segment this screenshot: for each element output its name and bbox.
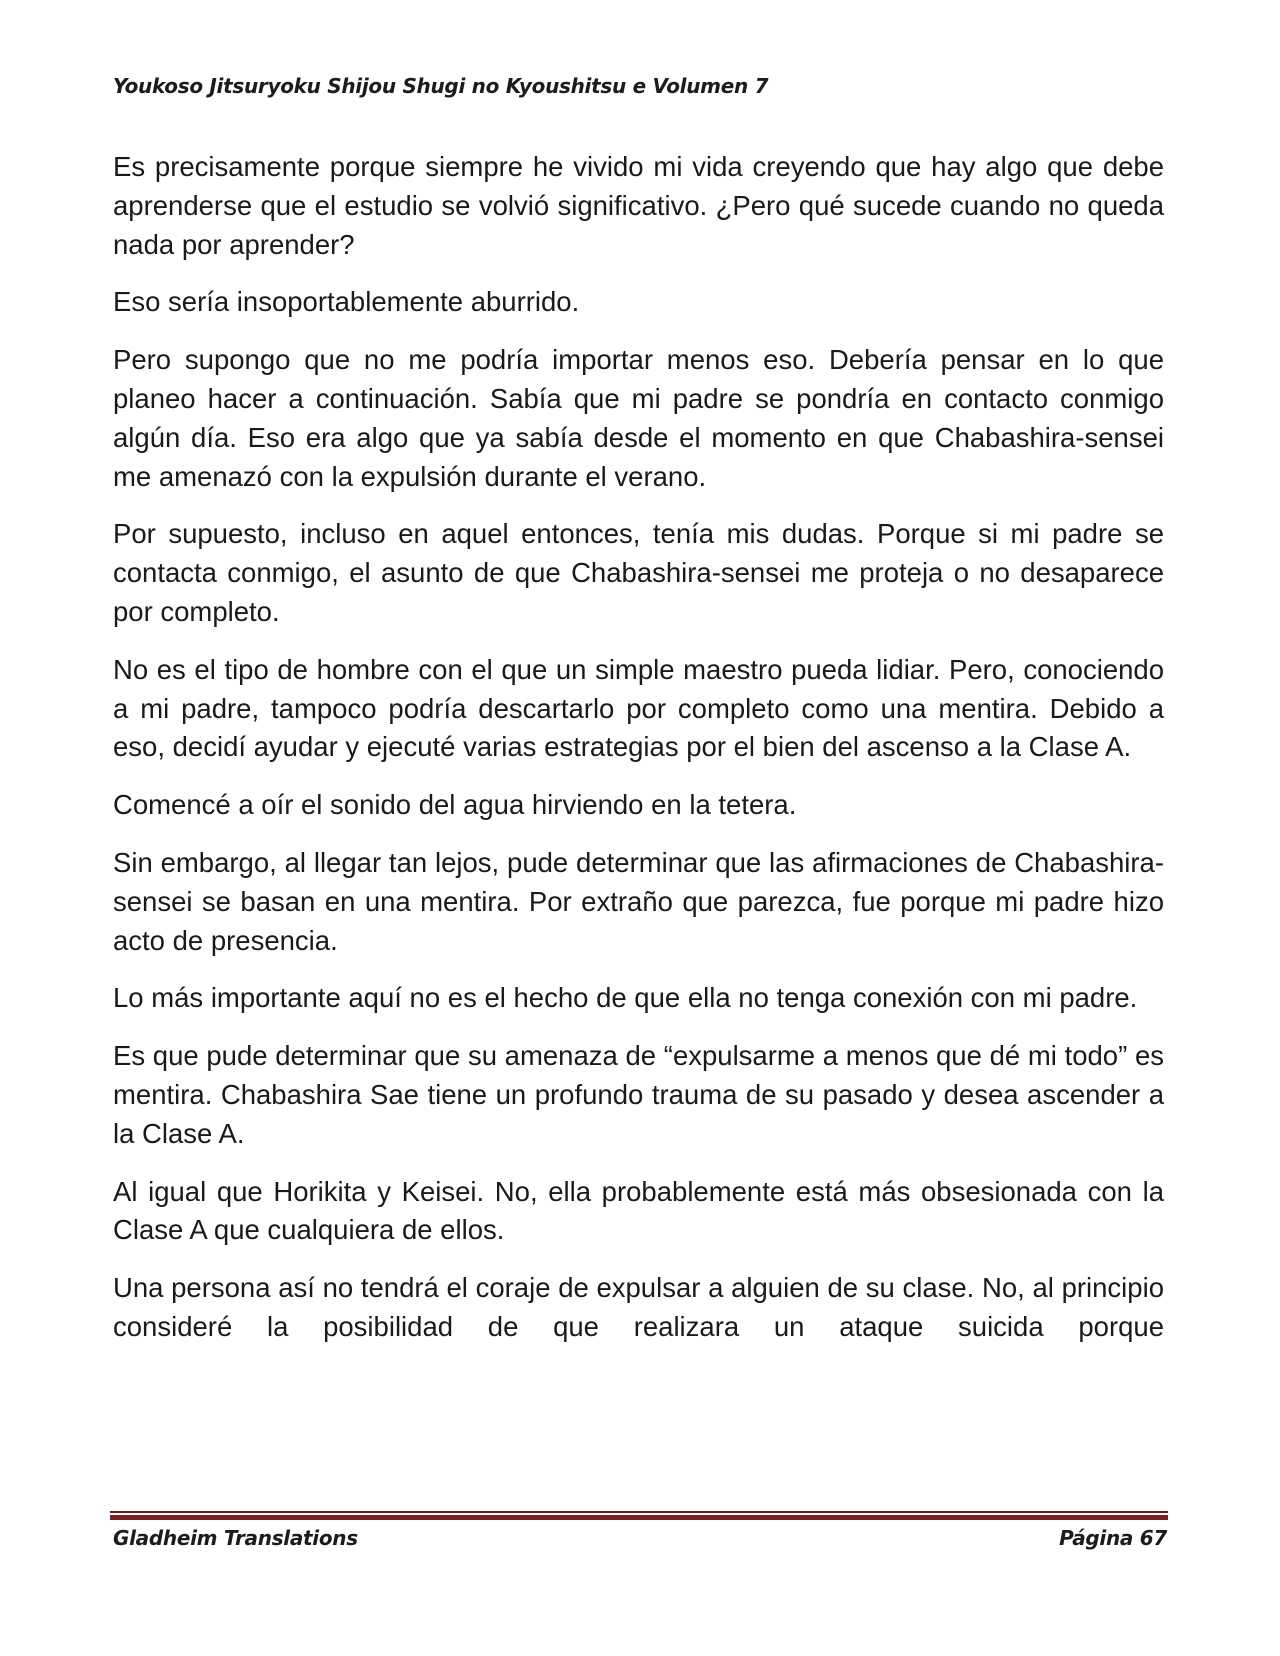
footer-rule [110, 1511, 1168, 1520]
paragraph-11: Una persona así no tendrá el coraje de expulsar a alguien de su clase. No, al principio consideré la posibilidad de que realizara un ataque suicida porque [113, 1272, 1164, 1342]
paragraph-2: Eso sería insoportablemente aburrido. [113, 286, 580, 318]
paragraph-10: Al igual que Horikita y Keisei. No, ella probablemente está más obsesionada con la Clase A que cualquiera de ellos. [113, 1175, 1164, 1246]
paragraph-4: Por supuesto, incluso en aquel entonces, tenía mis dudas. Porque si mi padre se contacta conmigo, el asunto de que Chabashira-sensei me proteja o no desaparece por completo. [113, 518, 1164, 627]
paragraph-6: Comencé a oír el sonido del agua hirviendo en la tetera. [113, 789, 797, 821]
paragraph-9: Es que pude determinar que su amenaza de “expulsarme a menos que dé mi todo” es mentira. Chabashira Sae tiene un profundo trauma de su pasado y desea ascender a la Clase A. [113, 1040, 1164, 1149]
running-header: Youkoso Jitsuryoku Shijou Shugi no Kyoushitsu e Volumen 7 [113, 74, 769, 98]
paragraph-5: No es el tipo de hombre con el que un simple maestro pueda lidiar. Pero, conociendo a mi padre, tampoco podría descartarlo por completo como una mentira. Debido a eso, decidí ayudar y ejecuté varias estrategias por el bien del ascenso a la Clase A. [113, 653, 1164, 763]
paragraph-8: Lo más importante aquí no es el hecho de que ella no tenga conexión con mi padre. [113, 982, 1138, 1014]
footer-page-number: Página 67 [1059, 1526, 1167, 1550]
paragraph-7: Sin embargo, al llegar tan lejos, pude determinar que las afirmaciones de Chabashira-sensei se basan en una mentira. Por extraño que parezca, fue porque mi padre hizo acto de presencia. [113, 846, 1164, 956]
footer-rule-thick-line [110, 1515, 1168, 1520]
paragraph-3: Pero supongo que no me podría importar menos eso. Debería pensar en lo que planeo hacer a continuación. Sabía que mi padre se pondría en contacto conmigo algún día. Eso era algo que ya sabía desde el momento en que Chabashira-sensei me amenazó con la expulsión durante el verano. [113, 344, 1164, 492]
body-text [113, 148, 1164, 1366]
paragraph-1: Es precisamente porque siempre he vivido mi vida creyendo que hay algo que debe aprenderse que el estudio se volvió significativo. ¿Pero qué sucede cuando no queda nada por aprender? [113, 151, 1164, 260]
footer-translator: Gladheim Translations [113, 1526, 358, 1550]
